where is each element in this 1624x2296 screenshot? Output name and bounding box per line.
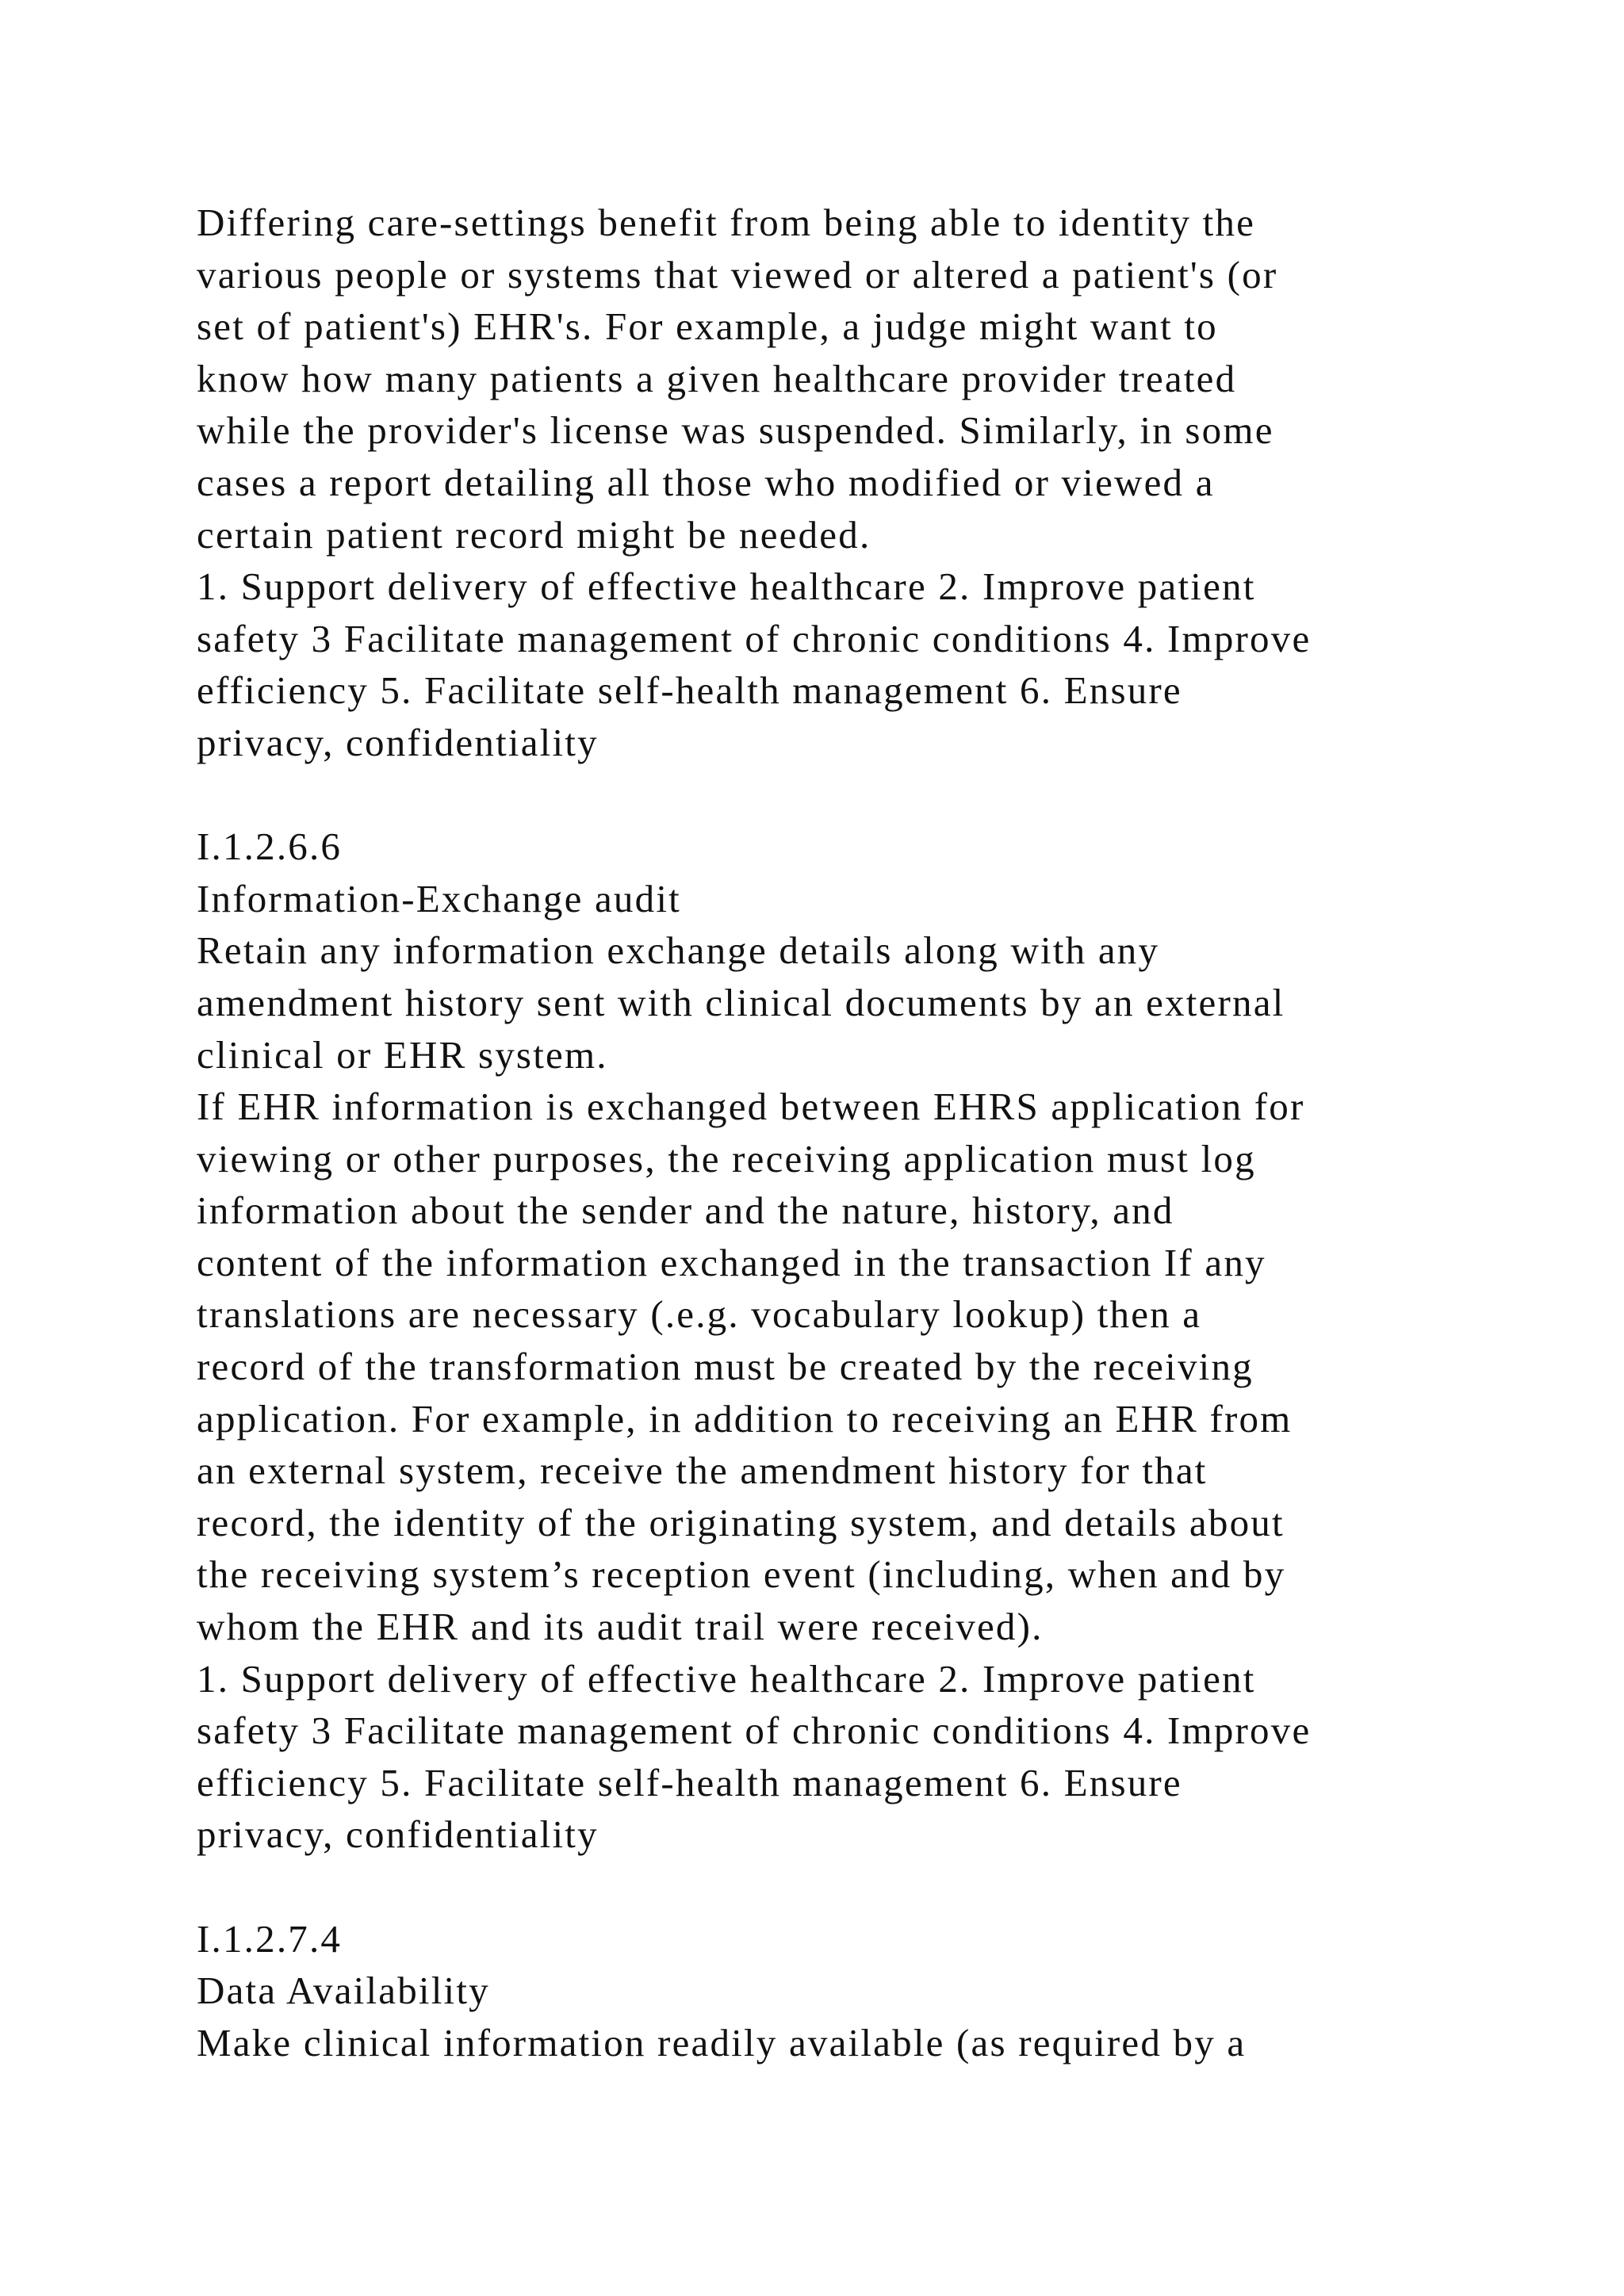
text-line: know how many patients a given healthcare provider treated (197, 356, 1237, 400)
section-information-exchange-audit (197, 821, 1450, 1861)
section-statement (197, 2017, 1450, 2069)
text-line: application. For example, in addition to receiving an EHR from (197, 1396, 1293, 1441)
text-line: various people or systems that viewed or altered a patient's (or (197, 252, 1278, 297)
section-description (197, 1081, 1450, 1653)
text-line: viewing or other purposes, the receiving application must log (197, 1136, 1256, 1181)
section-statement (197, 924, 1450, 1081)
text-line: safety 3 Facilitate management of chronic conditions 4. Improve (197, 616, 1312, 660)
intro-paragraph (197, 197, 1450, 561)
text-line: Retain any information exchange details along with any (197, 928, 1160, 973)
text-line: while the provider's license was suspended. Similarly, in some (197, 408, 1274, 453)
blank-line (197, 769, 1450, 821)
section-title: Data Availability (197, 1969, 490, 2013)
text-line: If EHR information is exchanged between EHRS application for (197, 1085, 1305, 1129)
text-line: information about the sender and the nature, history, and (197, 1188, 1174, 1233)
text-line: certain patient record might be needed. (197, 512, 871, 557)
text-line: amendment history sent with clinical documents by an external (197, 980, 1285, 1024)
text-line: efficiency 5. Facilitate self-health management 6. Ensure (197, 668, 1182, 713)
text-line: efficiency 5. Facilitate self-health management 6. Ensure (197, 1760, 1182, 1804)
goals-paragraph (197, 561, 1450, 768)
text-line: safety 3 Facilitate management of chronic conditions 4. Improve (197, 1709, 1312, 1753)
section-title: Information-Exchange audit (197, 876, 681, 920)
section-id: I.1.2.6.6 (197, 825, 343, 869)
section-goals (197, 1653, 1450, 1861)
section-data-availability (197, 1913, 1450, 2069)
text-line: cases a report detailing all those who modified or viewed a (197, 460, 1215, 504)
document-body (197, 197, 1450, 2068)
text-line: 1. Support delivery of effective healthcare 2. Improve patient (197, 1656, 1256, 1701)
text-line: an external system, receive the amendment history for that (197, 1448, 1208, 1493)
text-line: record, the identity of the originating system, and details about (197, 1500, 1285, 1544)
text-line: Differing care-settings benefit from being able to identity the (197, 201, 1256, 244)
text-line: translations are necessary (.e.g. vocabulary lookup) then a (197, 1292, 1202, 1337)
text-line: record of the transformation must be created by the receiving (197, 1345, 1254, 1389)
text-line: clinical or EHR system. (197, 1032, 608, 1077)
section-id: I.1.2.7.4 (197, 1916, 343, 1961)
text-line: content of the information exchanged in the transaction If any (197, 1240, 1266, 1284)
text-line: privacy, confidentiality (197, 1812, 599, 1857)
text-line: set of patient's) EHR's. For example, a judge might want to (197, 304, 1218, 349)
blank-line (197, 1861, 1450, 1913)
text-line: whom the EHR and its audit trail were received). (197, 1605, 1044, 1649)
text-line: Make clinical information readily available (as required by a (197, 2020, 1247, 2064)
text-line: the receiving system’s reception event (including, when and by (197, 1552, 1286, 1597)
text-line: 1. Support delivery of effective healthcare 2. Improve patient (197, 564, 1256, 609)
text-line: privacy, confidentiality (197, 720, 599, 764)
